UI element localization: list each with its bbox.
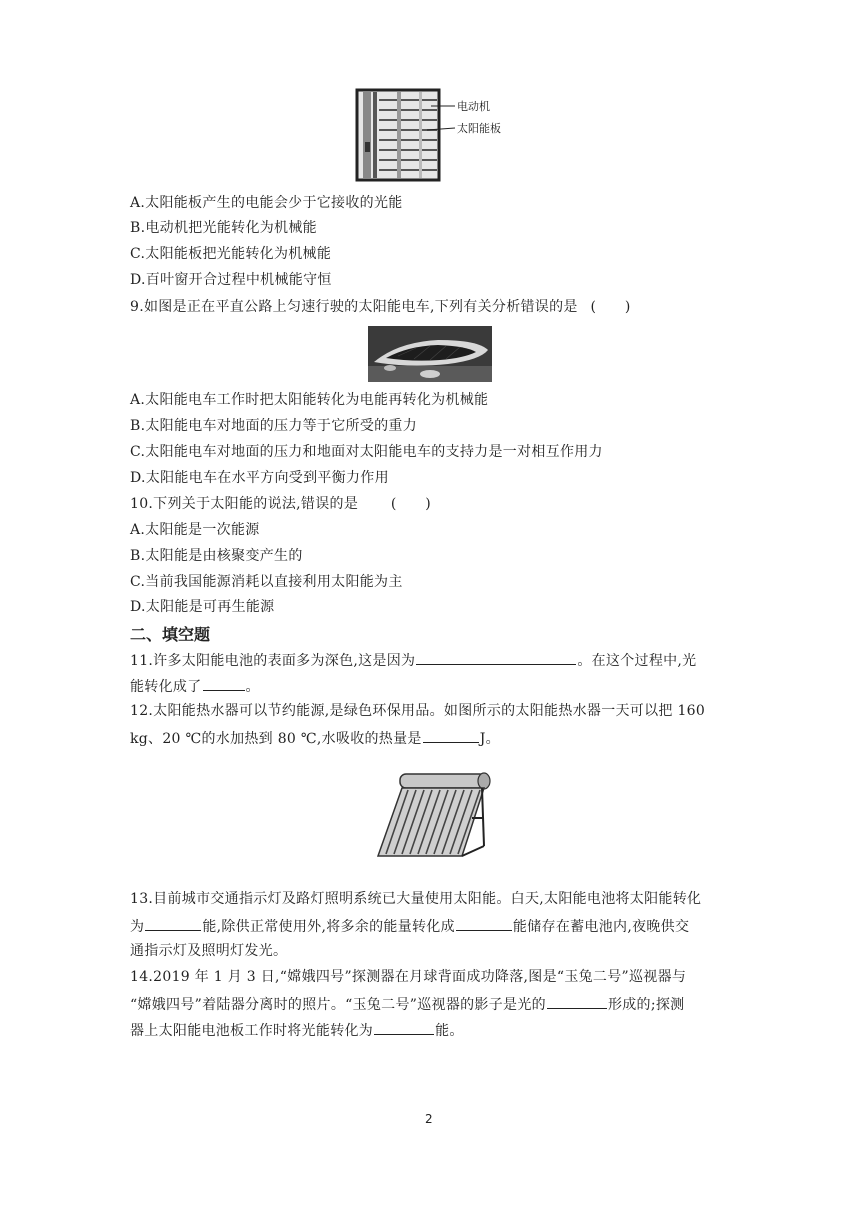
q12-blank[interactable]: [423, 727, 479, 743]
q14-text-4: 能。: [435, 1023, 464, 1039]
q14-text-1: “嫦娥四号”着陆器分离时的照片。“玉兔二号”巡视器的影子是光的: [130, 997, 546, 1013]
q10-answer-bracket: ( ): [390, 496, 432, 512]
q8-option-b: B.电动机把光能转化为机械能: [130, 220, 317, 236]
q13-text-2: 能,除供正常使用外,将多余的能量转化成: [202, 919, 455, 935]
label-motor: 电动机: [457, 100, 490, 113]
q11-text-3: 能转化成了: [130, 679, 202, 695]
q10-option-c: C.当前我国能源消耗以直接利用太阳能为主: [130, 574, 403, 590]
q12-text-1: kg、20 ℃的水加热到 80 ℃,水吸收的热量是: [130, 731, 422, 747]
q8-option-c: C.太阳能板把光能转化为机械能: [130, 246, 332, 262]
q11-text-1: 11.许多太阳能电池的表面多为深色,这是因为: [130, 653, 416, 669]
q13-line3: 通指示灯及照明灯发光。: [130, 943, 288, 959]
q14-line1: 14.2019 年 1 月 3 日,“嫦娥四号”探测器在月球背面成功降落,图是“玉兔二号”巡视器与: [130, 969, 687, 985]
q13-blank-2[interactable]: [456, 915, 512, 931]
blinds-figure: [355, 88, 515, 182]
q13-blank-1[interactable]: [145, 915, 201, 931]
q11-line1: [130, 649, 696, 671]
q10-option-a: A.太阳能是一次能源: [130, 522, 260, 538]
q12-line2: [130, 727, 500, 749]
q10-stem-text: 10.下列关于太阳能的说法,错误的是: [130, 496, 359, 512]
q10-stem: [130, 494, 431, 514]
q14-line3: [130, 1019, 464, 1041]
q11-text-2: 。在这个过程中,光: [577, 653, 697, 669]
q11-text-4: 。: [245, 679, 260, 695]
q12-line1: 12.太阳能热水器可以节约能源,是绿色环保用品。如图所示的太阳能热水器一天可以把 160: [130, 703, 706, 719]
q11-blank-1[interactable]: [416, 649, 576, 665]
q9-option-c: C.太阳能电车对地面的压力和地面对太阳能电车的支持力是一对相互作用力: [130, 444, 603, 460]
q8-option-d: D.百叶窗开合过程中机械能守恒: [130, 272, 332, 288]
q9-option-b: B.太阳能电车对地面的压力等于它所受的重力: [130, 418, 418, 434]
q9-option-d: D.太阳能电车在水平方向受到平衡力作用: [130, 470, 389, 486]
q13-text-1: 为: [130, 919, 145, 935]
q13-line2: [130, 915, 689, 937]
q14-text-2: 形成的;探测: [607, 997, 685, 1013]
q11-blank-2[interactable]: [203, 675, 245, 691]
q14-blank-1[interactable]: [547, 993, 607, 1009]
solar-car-figure: [368, 326, 492, 382]
solar-water-heater-figure: [372, 768, 496, 864]
q13-text-3: 能储存在蓄电池内,夜晚供交: [512, 919, 690, 935]
page-number: 2: [425, 1112, 433, 1126]
q12-text-2: J。: [479, 731, 500, 747]
section-title-fill-in: 二、填空题: [130, 625, 211, 644]
q10-option-d: D.太阳能是可再生能源: [130, 599, 275, 615]
q9-stem: [130, 297, 631, 317]
q14-text-3: 器上太阳能电池板工作时将光能转化为: [130, 1023, 374, 1039]
q10-option-b: B.太阳能是由核聚变产生的: [130, 548, 303, 564]
label-solar-panel: 太阳能板: [457, 122, 501, 135]
q9-stem-text: 9.如图是正在平直公路上匀速行驶的太阳能电车,下列有关分析错误的是: [130, 299, 578, 315]
q14-blank-2[interactable]: [374, 1019, 434, 1035]
q9-option-a: A.太阳能电车工作时把太阳能转化为电能再转化为机械能: [130, 392, 489, 408]
q11-line2: [130, 675, 260, 697]
q8-option-a: A.太阳能板产生的电能会少于它接收的光能: [130, 195, 403, 211]
q14-line2: [130, 993, 684, 1015]
q9-answer-bracket: ( ): [590, 299, 631, 315]
q13-line1: 13.目前城市交通指示灯及路灯照明系统已大量使用太阳能。白天,太阳能电池将太阳能转化: [130, 891, 702, 907]
